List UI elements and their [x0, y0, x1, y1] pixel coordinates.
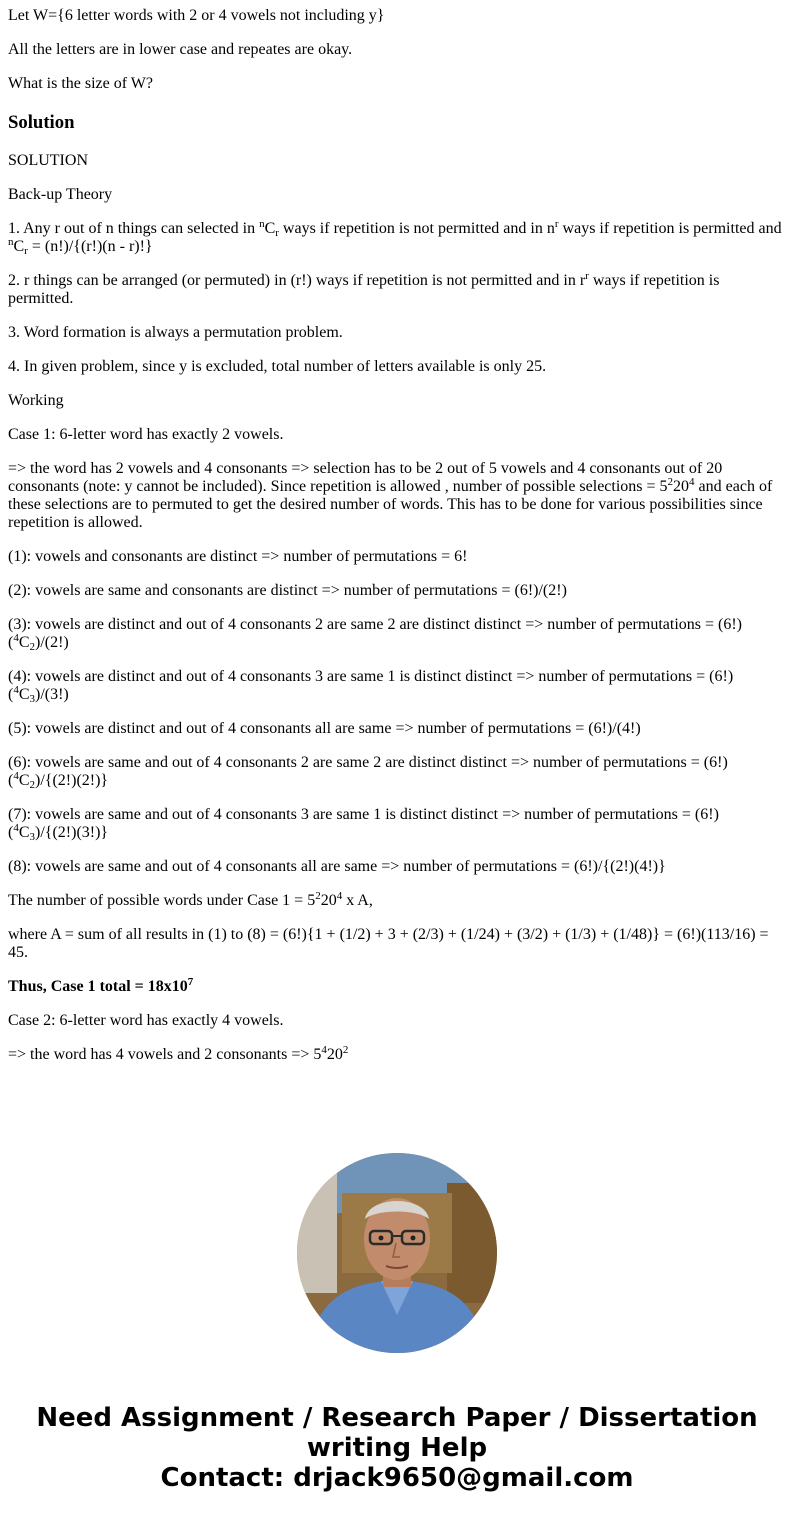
question-line-3: What is the size of W? [8, 75, 153, 92]
case1-item-5: (5): vowels are distinct and out of 4 consonants all are same => number of permutations = (6!)/(4!) [8, 720, 641, 737]
case1-intro: => the word has 2 vowels and 4 consonants => selection has to be 2 out of 5 vowels and 4 consonants out of 20 consonants (note: y cannot be included). Since repetition is allowed , number of possible selections = $5^220^4$ and each of these selections are to permuted to get the desired number of words. This has to be done for various possibilities since repetition is allowed. [8, 460, 773, 531]
solution-heading: Solution [8, 112, 75, 133]
theory-item-4: 4. In given problem, since y is excluded, total number of letters available is only 25. [8, 358, 547, 375]
case1-title: Case 1: 6-letter word has exactly 2 vowels. [8, 426, 284, 443]
footer-line-1: Need Assignment / Research Paper / Dissertation [36, 1403, 758, 1433]
case1-sum-explanation: where A = sum of all results in (1) to (8) = (6!){1 + (1/2) + 3 + (2/3) + (1/24) + (3/2) + (1/3) + (1/48)} = (6!)(113/16) = 45. [8, 926, 769, 961]
backup-theory-label: Back-up Theory [8, 186, 113, 203]
case1-total-words: The number of possible words under Case $1 = 5^220^4$ x A, [8, 890, 373, 909]
case1-item-1: (1): vowels and consonants are distinct => number of permutations = 6! [8, 548, 468, 565]
case1-total: Thus, Case 1 total = $18x10^7$ [8, 976, 194, 995]
footer-banner [0, 1403, 794, 1493]
question-line-1: Let W={6 letter words with 2 or 4 vowels not including y} [8, 7, 385, 24]
case1-item-3: (3): vowels are distinct and out of 4 consonants 2 are same 2 are distinct distinct => number of permutations = $(6!)(^4C_2)/(2!)$ [8, 616, 742, 653]
theory-item-2: 2. r things can be arranged (or permuted) in (r!) ways if repetition is not permitted and in $r^r$ ways if repetition is permitted. [8, 270, 720, 307]
theory-item-3: 3. Word formation is always a permutation problem. [8, 324, 343, 341]
theory-item-1: 1. Any r out of n things can selected in $^nC_r$ ways if repetition is not permitted and in $n^r$ ways if repetition is permitted and $^nC_r = (n!)/\{(r!)(n - r)!\}$ [8, 218, 782, 257]
working-label: Working [8, 392, 64, 409]
solution-document [8, 0, 786, 1124]
contact-email: Contact: drjack9650@gmail.com [160, 1463, 634, 1493]
footer-line-2: writing Help [306, 1433, 488, 1463]
solution-label: SOLUTION [8, 152, 88, 169]
case1-item-4: (4): vowels are distinct and out of 4 consonants 3 are same 1 is distinct distinct => number of permutations = $(6!)(^4C_3)/(3!)$ [8, 668, 734, 705]
case2-intro: => the word has 4 vowels and 2 consonants => $5^420^2$ [8, 1044, 349, 1063]
case1-item-6: (6): vowels are same and out of 4 consonants 2 are same 2 are distinct distinct => number of permutations = $(6!)(^4C_2)/\{(2!)(2!)\}$ [8, 754, 728, 791]
case1-item-8: (8): vowels are same and out of 4 consonants all are same => number of permutations = (6!)/{(2!)(4!)} [8, 858, 666, 875]
case1-item-7: (7): vowels are same and out of 4 consonants 3 are same 1 is distinct distinct => number of permutations = $(6!)(^4C_3)/\{(2!)(3!)\}$ [8, 806, 719, 843]
case2-title: Case 2: 6-letter word has exactly 4 vowels. [8, 1012, 284, 1029]
question-line-2: All the letters are in lower case and repeates are okay. [8, 41, 353, 58]
case1-item-2: (2): vowels are same and consonants are distinct => number of permutations = (6!)/(2!) [8, 582, 567, 599]
tutor-avatar [297, 1153, 497, 1353]
